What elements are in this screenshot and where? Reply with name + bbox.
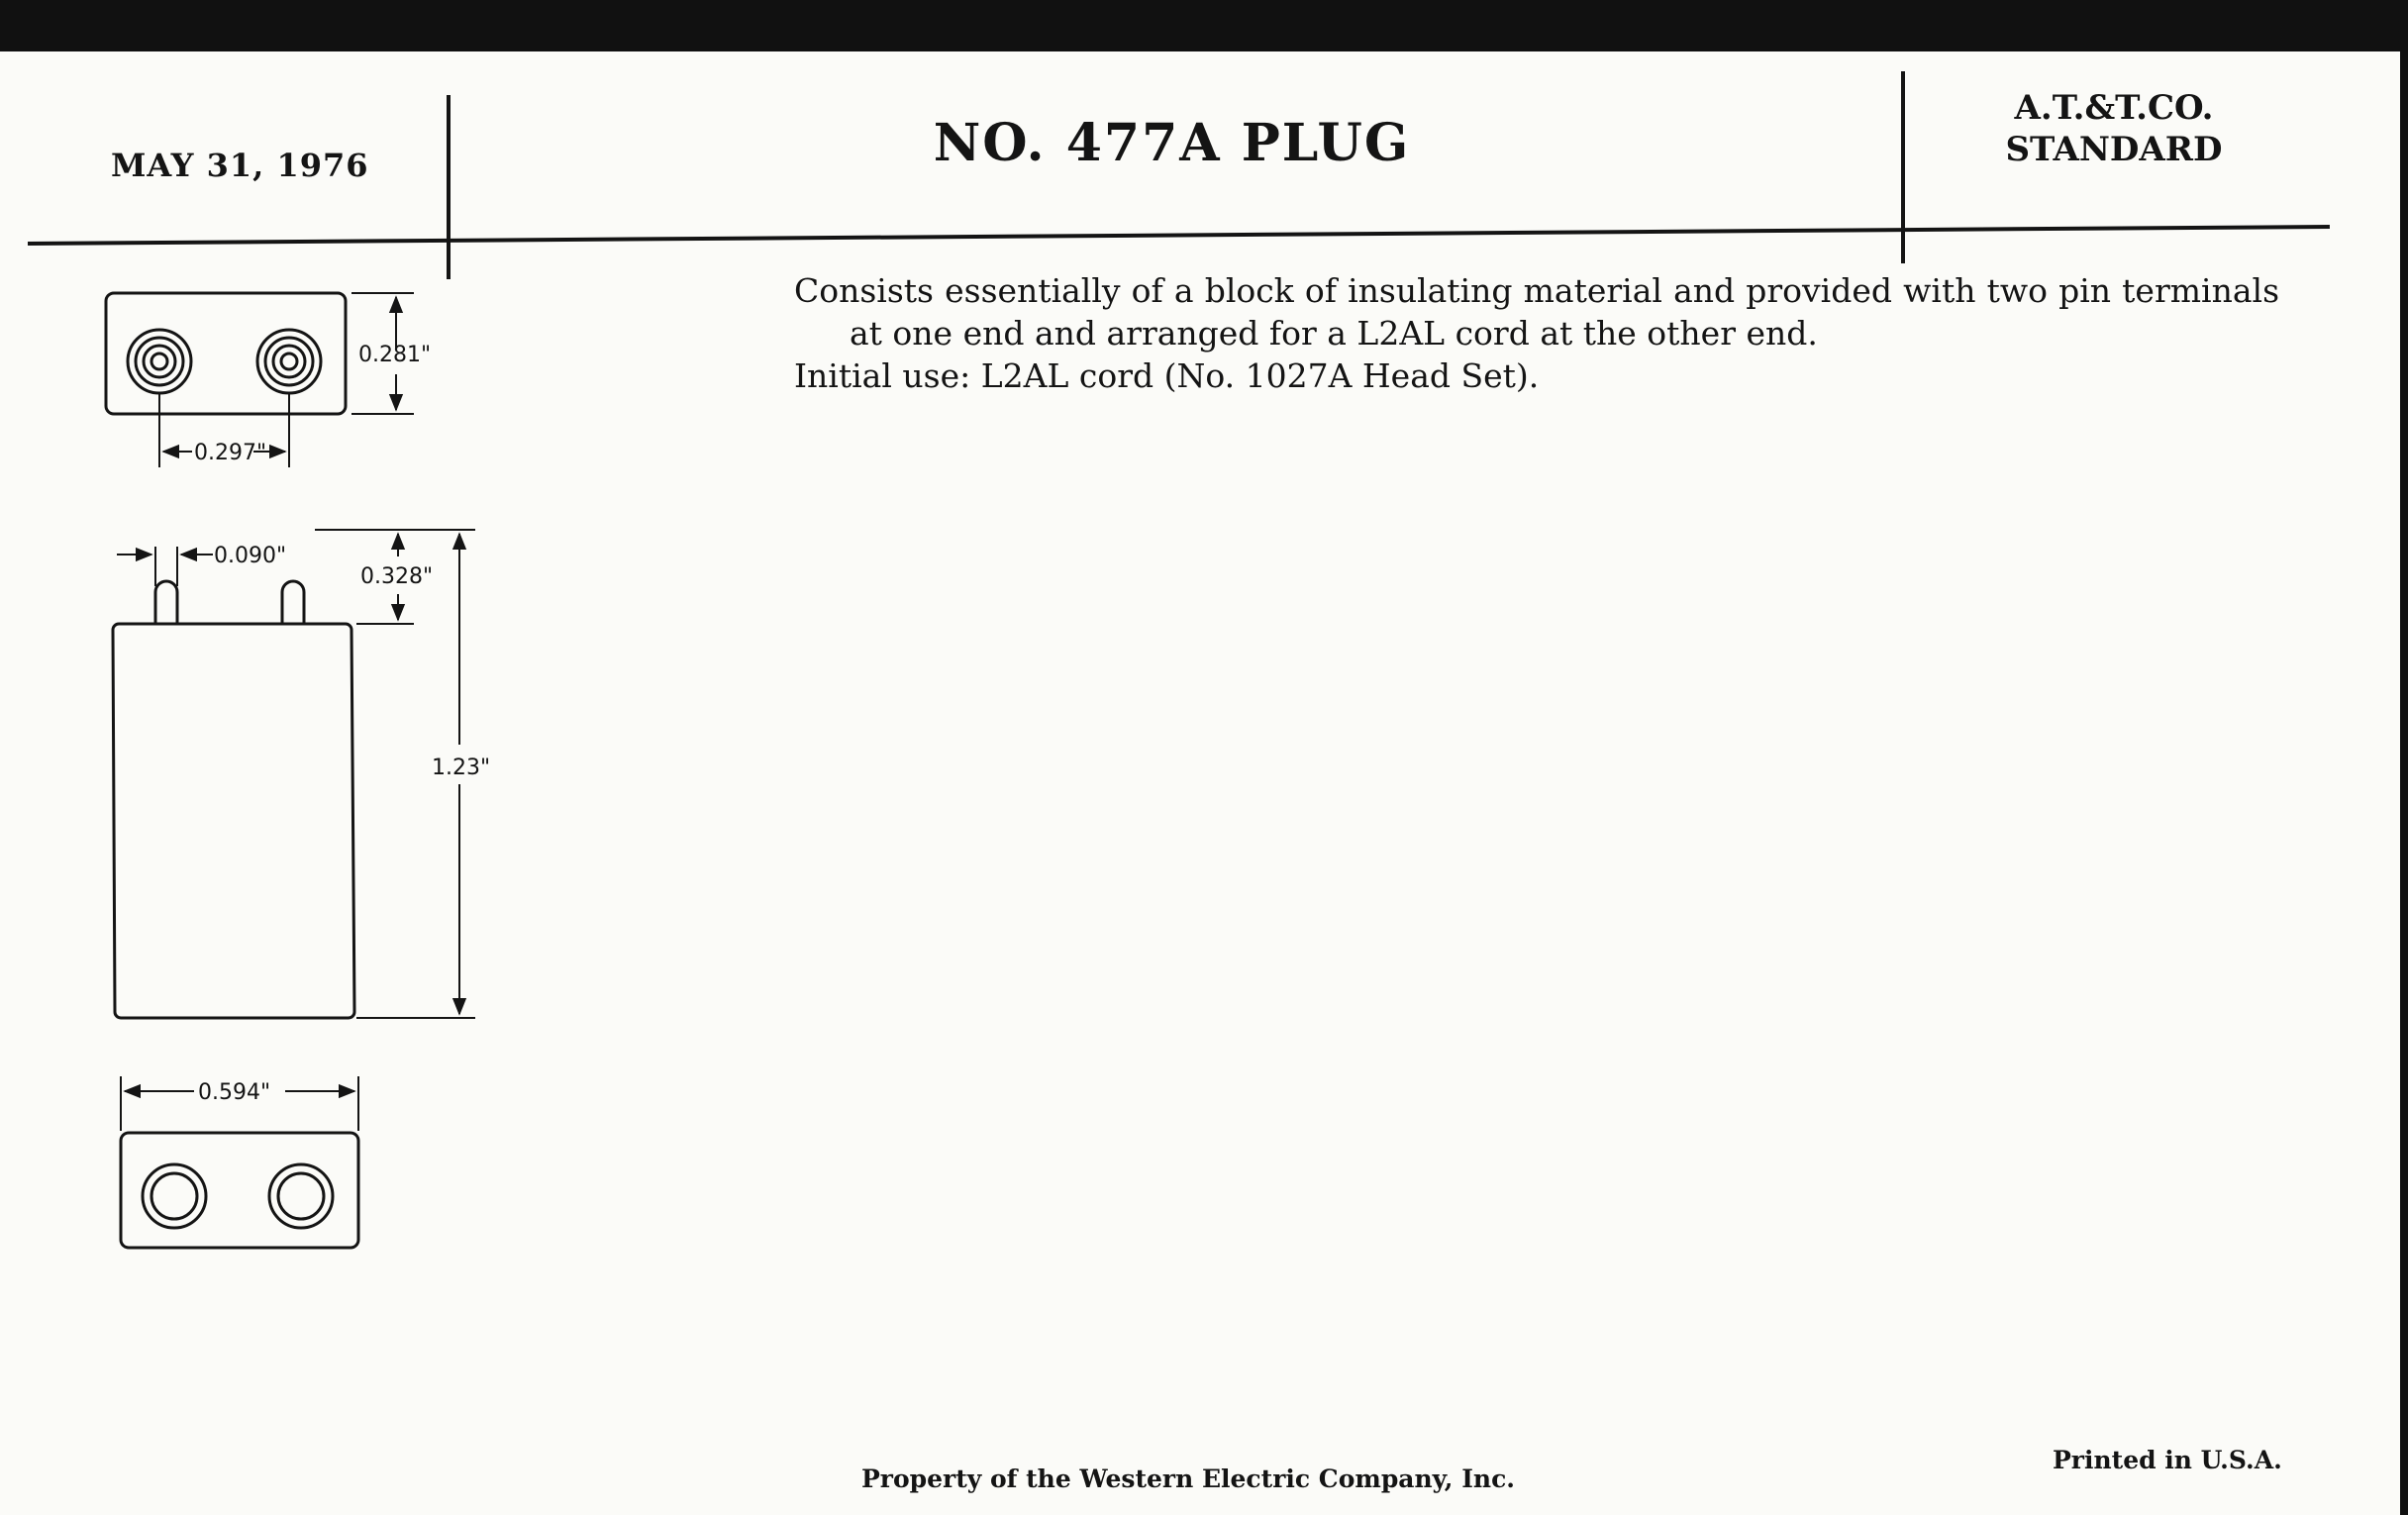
header-divider-right (1901, 71, 1905, 263)
pin-left (155, 581, 177, 624)
pin-socket-right (257, 330, 321, 393)
initial-use: Initial use: L2AL cord (No. 1027A Head Set). (794, 356, 1540, 395)
page-title: NO. 477A PLUG (933, 113, 1411, 173)
pin-right (282, 581, 304, 624)
printed-notice: Printed in U.S.A. (2053, 1446, 2282, 1474)
standard-label (1956, 87, 2272, 170)
dim-label-pin-spacing: 0.297" (194, 441, 267, 465)
property-notice: Property of the Western Electric Company, Inc. (861, 1464, 1516, 1493)
description-paragraph: Consists essentially of a block of insulating material and provided with two pin terminals at one end and arranged for a L2AL cord at the other end. (794, 271, 2279, 353)
dim-label-pin-diameter: 0.090" (214, 544, 287, 568)
description (794, 269, 2279, 397)
standard-line-2: STANDARD (2005, 130, 2223, 169)
dim-label-pin-length: 0.328" (360, 564, 434, 589)
issue-date: MAY 31, 1976 (111, 147, 369, 184)
cord-hole-right (269, 1164, 333, 1228)
side-view-body (113, 624, 354, 1018)
pin-socket-left (128, 330, 191, 393)
plug-drawing (0, 51, 554, 1289)
standard-line-1: A.T.&T.CO. (2014, 88, 2214, 128)
dim-label-total-length: 1.23" (432, 756, 491, 780)
spec-card (0, 51, 2400, 1515)
dim-label-width: 0.594" (198, 1080, 271, 1105)
cord-hole-left (143, 1164, 206, 1228)
top-view-body (106, 293, 346, 414)
dim-label-height: 0.281" (358, 343, 432, 367)
